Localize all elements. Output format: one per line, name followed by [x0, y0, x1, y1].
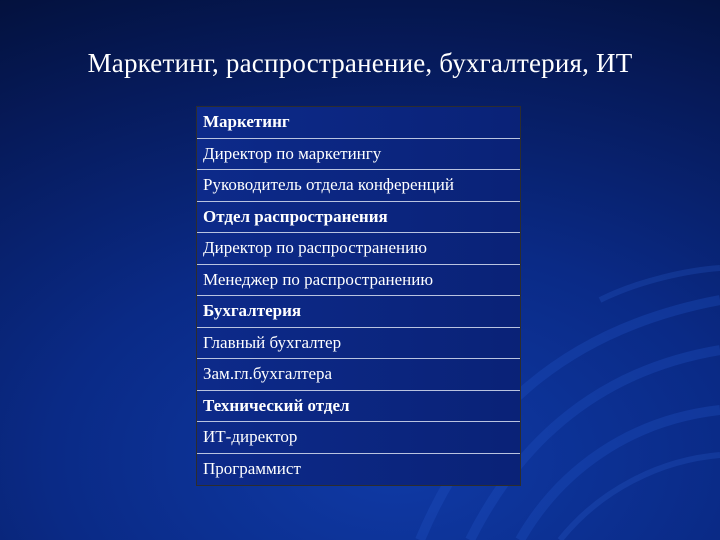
table-row	[197, 233, 520, 265]
row-label: Менеджер по распространению	[203, 269, 434, 289]
row-label: Главный бухгалтер	[203, 332, 342, 352]
table-row	[197, 454, 520, 486]
table-row	[197, 107, 520, 139]
row-label: Технический отдел	[203, 395, 350, 415]
row-label: ИТ-директор	[203, 427, 298, 447]
department-table	[196, 106, 521, 486]
slide-title: Маркетинг, распространение, бухгалтерия, ИТ	[87, 48, 633, 78]
row-label: Директор по распространению	[203, 238, 427, 258]
table-row	[197, 170, 520, 202]
table-row	[197, 265, 520, 297]
table-row	[197, 359, 520, 391]
row-label: Отдел распространения	[203, 206, 388, 226]
table-row	[197, 328, 520, 360]
table-row	[197, 202, 520, 234]
table-row	[197, 422, 520, 454]
table-row	[197, 296, 520, 328]
row-label: Маркетинг	[203, 112, 290, 132]
row-label: Бухгалтерия	[203, 301, 302, 321]
table-row	[197, 139, 520, 171]
table-row	[197, 391, 520, 423]
row-label: Руководитель отдела конференций	[203, 175, 454, 195]
row-label: Директор по маркетингу	[203, 143, 382, 163]
row-label: Зам.гл.бухгалтера	[203, 364, 333, 384]
row-label: Программист	[203, 459, 301, 479]
